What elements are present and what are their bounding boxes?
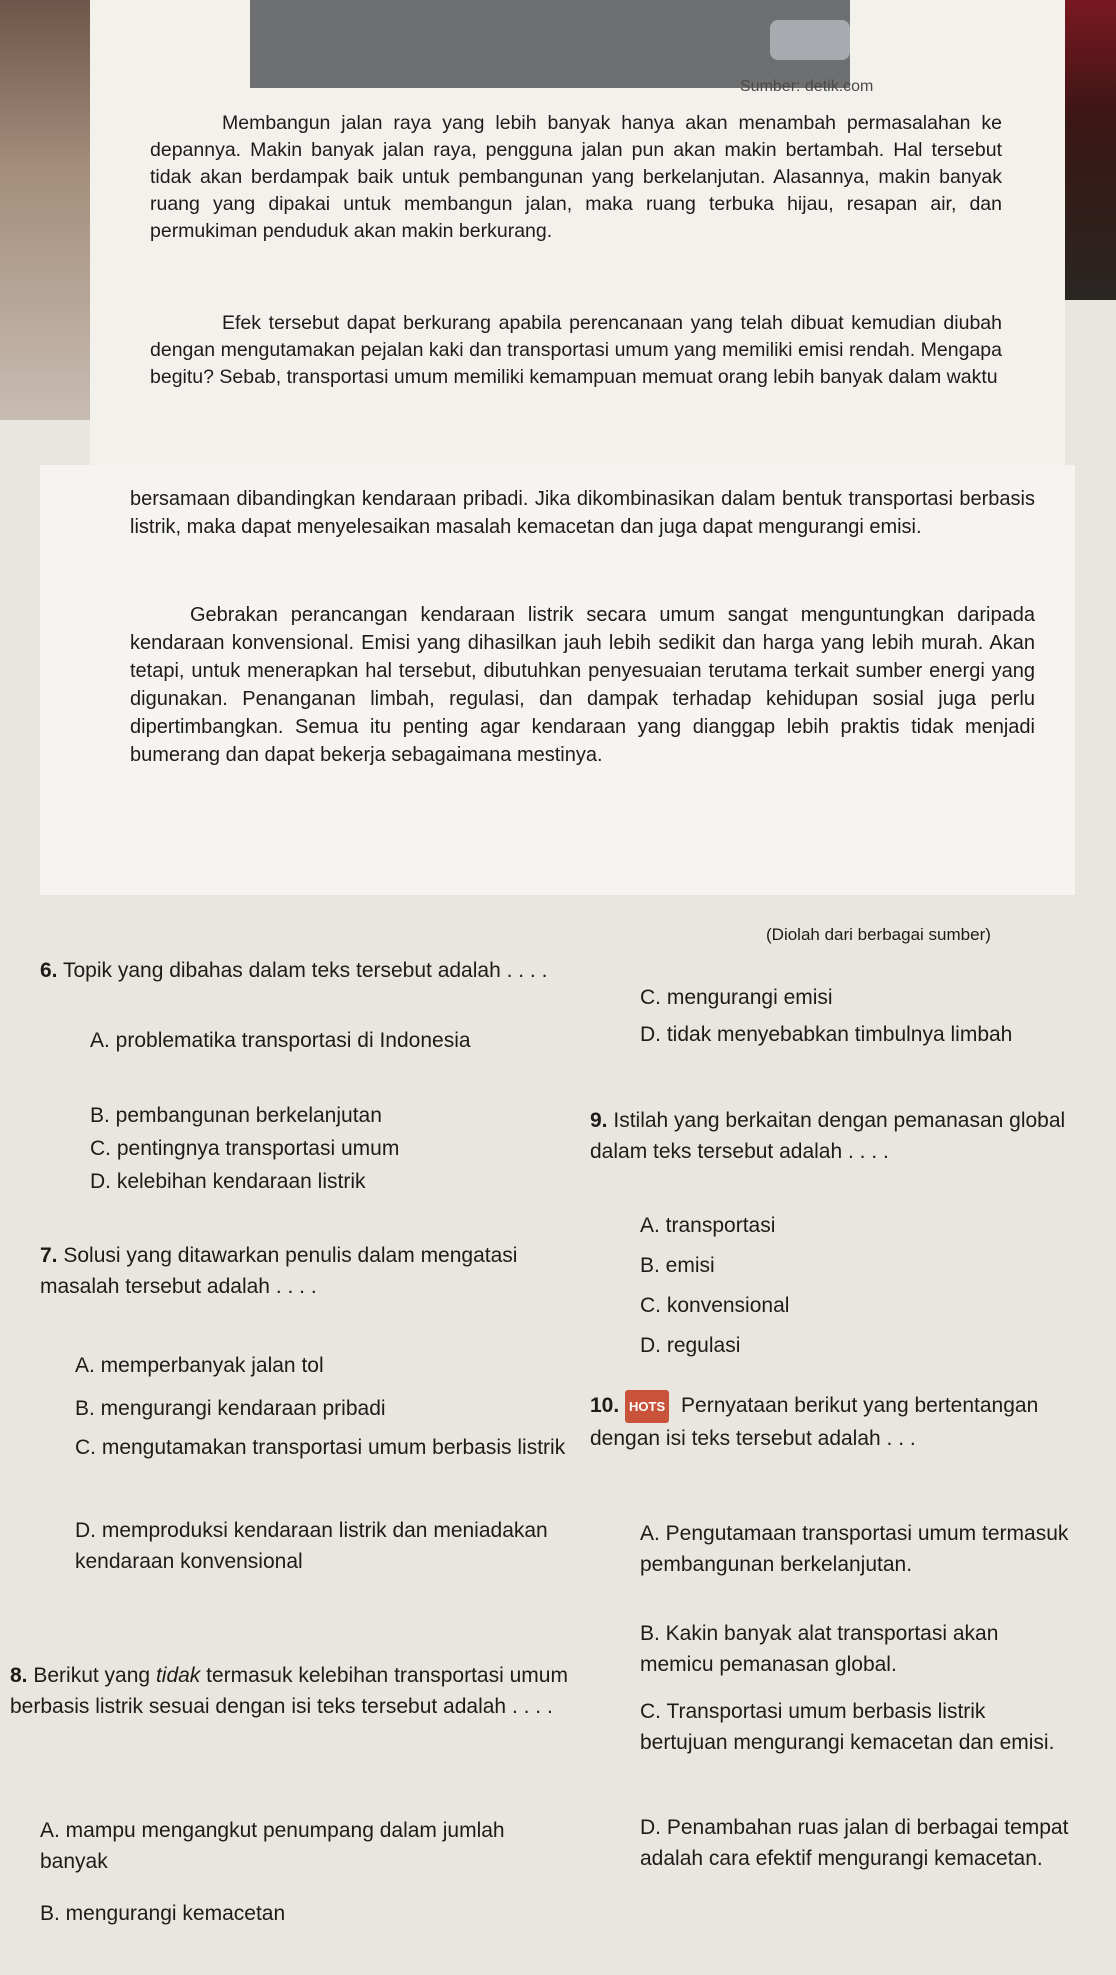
q10-option-d[interactable]: D. Penambahan ruas jalan di berbagai tempat adalah cara efektif mengurangi kemacetan. <box>640 1816 1069 1870</box>
q6-option-d[interactable]: D. kelebihan kendaraan listrik <box>90 1170 366 1193</box>
question-text: Topik yang dibahas dalam teks tersebut adalah . . . . <box>62 959 548 982</box>
background-right-edge <box>1064 0 1116 300</box>
q9-option-c[interactable]: C. konvensional <box>640 1294 790 1317</box>
question-text-emphasis: tidak <box>155 1664 201 1687</box>
q8-option-d[interactable]: D. tidak menyebabkan timbulnya limbah <box>640 1023 1013 1046</box>
question-9 <box>590 1105 1070 1167</box>
q8-option-c[interactable]: C. mengurangi emisi <box>640 986 833 1009</box>
photo-source: Sumber: detik.com <box>740 78 874 95</box>
hots-badge: HOTS <box>625 1390 669 1423</box>
question-text: Solusi yang ditawarkan penulis dalam mengatasi masalah tersebut adalah . . . . <box>40 1244 518 1298</box>
q8-option-a[interactable]: A. mampu mengangkut penumpang dalam jumlah banyak <box>40 1819 505 1873</box>
photo-vehicle-shape <box>770 20 850 60</box>
q6-option-c[interactable]: C. pentingnya transportasi umum <box>90 1137 400 1160</box>
text-credit: (Diolah dari berbagai sumber) <box>766 925 991 944</box>
question-text-pre: Berikut yang <box>33 1664 156 1687</box>
question-number: 9. <box>590 1109 608 1132</box>
q8-option-b[interactable]: B. mengurangi kemacetan <box>40 1902 286 1925</box>
question-number: 10. <box>590 1394 620 1418</box>
q10-option-a[interactable]: A. Pengutamaan transportasi umum termasuk pembangunan berkelanjutan. <box>640 1522 1069 1576</box>
question-number: 8. <box>10 1664 28 1687</box>
q6-option-b[interactable]: B. pembangunan berkelanjutan <box>90 1104 382 1127</box>
question-number: 6. <box>40 959 58 982</box>
question-10 <box>590 1390 1070 1454</box>
question-number: 7. <box>40 1244 58 1267</box>
q9-option-b[interactable]: B. emisi <box>640 1254 715 1277</box>
paragraph-3: bersamaan dibandingkan kendaraan pribadi. Jika dikombinasikan dalam bentuk transportasi berbasis listrik, maka dapat menyelesaikan masalah kemacetan dan juga dapat mengurangi emisi. <box>130 488 1035 538</box>
question-text: Pernyataan berikut yang bertentangan dengan isi teks tersebut adalah . . . <box>590 1394 1039 1450</box>
question-7 <box>40 1240 570 1302</box>
paragraph-1: Membangun jalan raya yang lebih banyak hanya akan menambah permasalahan ke depannya. Makin banyak jalan raya, pengguna jalan pun akan makin bertambah. Hal tersebut tidak akan berdampak baik untuk pembangunan yang berkelanjutan. Alasannya, makin banyak ruang yang dipakai untuk membangun jalan, maka ruang terbuka hijau, resapan air, dan permukiman penduduk akan makin berkurang. <box>150 112 1002 242</box>
q7-option-c[interactable]: C. mengutamakan transportasi umum berbasis listrik <box>75 1436 566 1459</box>
q7-option-b[interactable]: B. mengurangi kendaraan pribadi <box>75 1397 386 1420</box>
q9-option-a[interactable]: A. transportasi <box>640 1214 776 1237</box>
question-text-post: termasuk kelebihan transportasi umum berbasis listrik sesuai dengan isi teks tersebut adalah . . . . <box>10 1664 568 1718</box>
question-text: Istilah yang berkaitan dengan pemanasan global dalam teks tersebut adalah . . . . <box>590 1109 1066 1163</box>
question-8 <box>10 1660 570 1722</box>
paragraph-2: Efek tersebut dapat berkurang apabila perencanaan yang telah dibuat kemudian diubah dengan mengutamakan pejalan kaki dan transportasi umum yang memiliki emisi rendah. Mengapa begitu? Sebab, transportasi umum memiliki kemampuan memuat orang lebih banyak dalam waktu <box>150 312 1002 388</box>
q9-option-d[interactable]: D. regulasi <box>640 1334 741 1357</box>
q7-option-d[interactable]: D. memproduksi kendaraan listrik dan meniadakan kendaraan konvensional <box>75 1519 548 1573</box>
paragraph-4: Gebrakan perancangan kendaraan listrik secara umum sangat menguntungkan daripada kendaraan konvensional. Emisi yang dihasilkan jauh lebih sedikit dan harga yang lebih murah. Akan tetapi, untuk menerapkan hal tersebut, dibutuhkan penyesuaian terutama terkait sumber energi yang digunakan. Penanganan limbah, regulasi, dan dampak terhadap kehidupan sosial juga perlu dipertimbangkan. Semua itu penting agar kendaraan yang dianggap lebih praktis tidak menjadi bumerang dan dapat bekerja sebagaimana mestinya. <box>130 604 1035 766</box>
q6-option-a[interactable]: A. problematika transportasi di Indonesia <box>90 1029 471 1052</box>
q7-option-a[interactable]: A. memperbanyak jalan tol <box>75 1354 324 1377</box>
article-photo <box>250 0 850 88</box>
q10-option-b[interactable]: B. Kakin banyak alat transportasi akan memicu pemanasan global. <box>640 1622 999 1676</box>
q10-option-c[interactable]: C. Transportasi umum berbasis listrik bertujuan mengurangi kemacetan dan emisi. <box>640 1700 1055 1754</box>
question-6 <box>40 955 570 986</box>
